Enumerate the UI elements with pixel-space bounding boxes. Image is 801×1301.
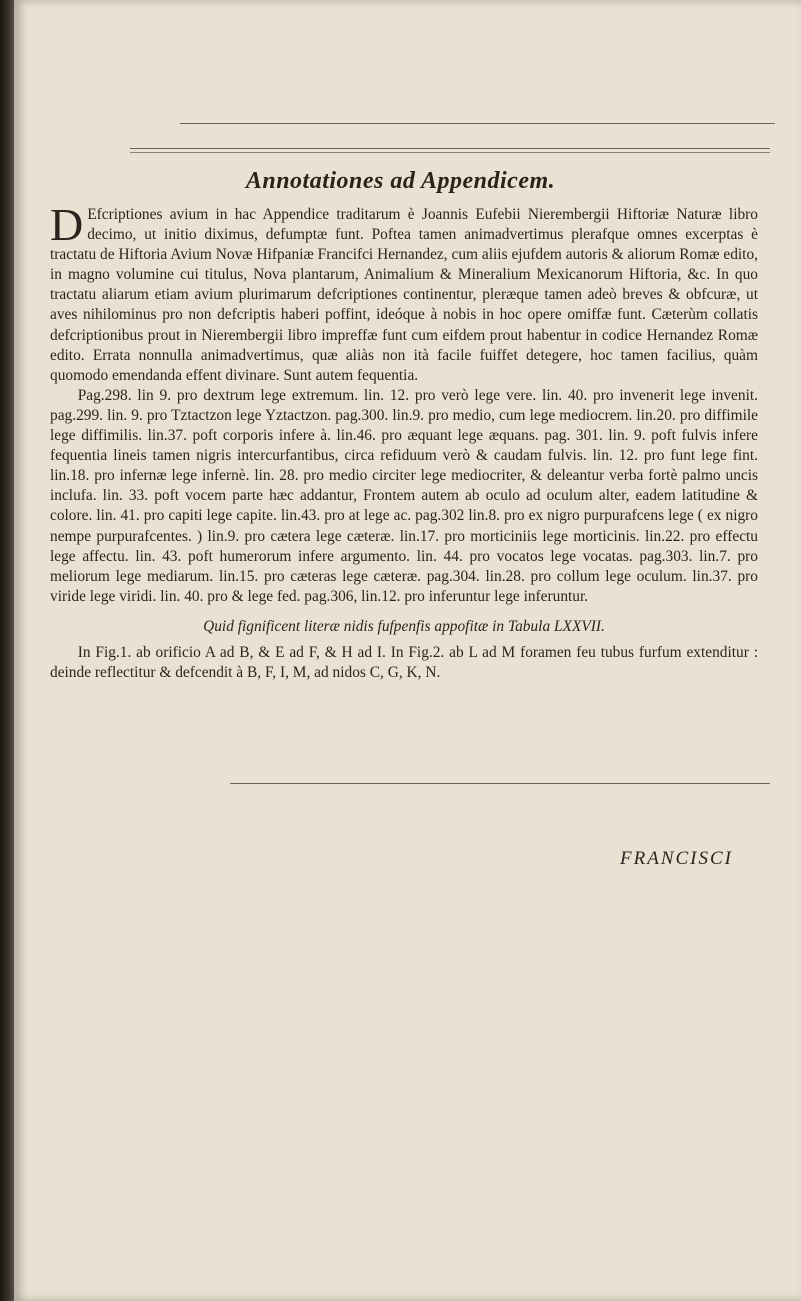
section-title: Quid fignificent literæ nidis fufpenfis appofitæ in Tabula LXXVII. — [203, 617, 605, 635]
bottom-rule — [230, 783, 770, 784]
catchword: FRANCISCI — [620, 848, 733, 869]
top-rule-short — [180, 123, 775, 124]
errata-paragraph: Pag.298. lin 9. pro dextrum lege extremum. lin. 12. pro verò lege vere. lin. 40. pro invenerit lege invenit. pag.299. lin. 9. pro Tztactzon lege Yztactzon. pag.300. lin.9. pro medio, cum lege mediocrem. lin.20. pro diffimile lege diffimilis. lin.37. poft corporis infere à. lin.46. pro æquant lege æquans. pag. 301. lin. 9. poft fulvis infere fequentia lineis tamen nigris intercurfantibus, circa refiduum verò & caudam fulvis. lin. 12. pro funt lege fint. lin.18. pro infernæ lege infernè. lin. 28. pro medio circiter lege mediocriter, & deleantur verba fortè palmo uncis inclufa. lin. 33. poft vocem parte hæc addantur, Frontem autem ab oculo ad oculum alter, eadem latitudine & colore. lin. 41. pro capiti lege capite. lin.43. pro at lege ac. pag.302 lin.8. pro ex nigro purpurafcens lege ( ex nigro nempe purpurafcentes. ) lin.9. pro cætera lege cæteræ. lin.17. pro morticiniis lege morticinis. lin.22. pro effectu lege affectu. lin. 43. poft humerorum infere argumento. lin. 44. pro vocatos lege vocatas. pag.303. lin.7. pro meliorum lege mediarum. lin.15. pro cæteras lege cæteræ. pag.304. lin.28. pro collum lege oculum. lin.37. pro viride lege viridi. lin. 40. pro & lege fed. pag.306, lin.12. pro inferuntur lege inferuntur. — [50, 386, 758, 605]
top-rule-double — [130, 148, 770, 153]
drop-cap: D — [50, 199, 84, 250]
intro-paragraph — [50, 199, 758, 386]
intro-text: Efcriptiones avium in hac Appendice traditarum è Joannis Eufebii Nierembergii Hiftoriæ Naturæ libro decimo, ut initio diximus, defumptæ funt. Poftea tamen animadvertimus plerafque omnes excerptas è tractatu de Hiftoria Avium Novæ Hifpaniæ Francifci Hernandez, cum aliis ejufdem autoris & aliorum Romæ edito, in magno volumine cui titulus, Nova plantarum, Animalium & Mineralium Mexicanorum Hiftoria, &c. In quo tractatu aliarum etiam avium plurimarum defcriptiones continentur, pleræque tamen adeò breves & obfcuræ, ut aves nihilominus pro non defcriptis haberi poffint, ideóque à nobis in hoc opere omiffæ funt. Cæterùm collatis defcriptionibus prout in Nierembergii libro impreffæ funt cum eifdem prout habentur in codice Hernandez Romæ edito. Errata nonnulla animadvertimus, quæ aliàs non ità facile fuiffet detegere, hoc tamen facilius, quàm quomodo emendanda effent divinare. Sunt autem fequentia. — [50, 206, 758, 384]
body-text — [50, 199, 758, 683]
page-heading: Annotationes ad Appendicem. — [245, 168, 556, 194]
book-binding-edge — [0, 0, 14, 1301]
figure-paragraph: In Fig.1. ab orificio A ad B, & E ad F, & H ad I. In Fig.2. ab L ad M foramen feu tubus furfum extenditur : deinde reflectitur & defcendit à B, F, I, M, ad nidos C, G, K, N. — [50, 643, 758, 682]
